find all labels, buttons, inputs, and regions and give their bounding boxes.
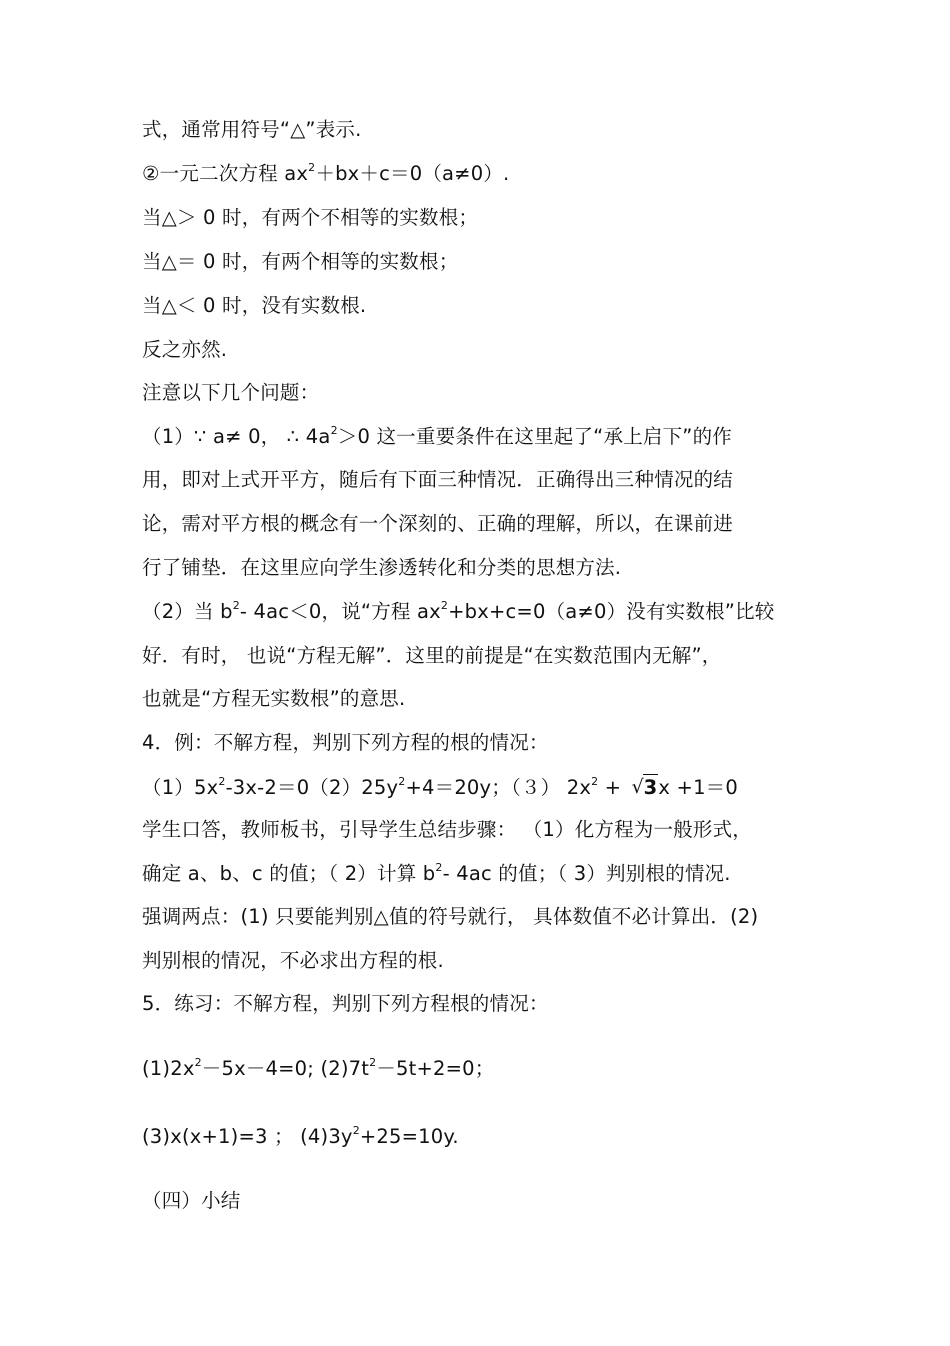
- line-22-part-b: －5x－4=0; (2)7t: [201, 1057, 370, 1080]
- radicand: 3: [643, 776, 658, 799]
- text-line-21: 5．练习：不解方程，判别下列方程根的情况：: [142, 992, 549, 1015]
- line-16-part-d: +: [598, 776, 628, 799]
- line-16-part-a: （1）5x: [142, 776, 219, 799]
- text-line-23: [142, 1124, 459, 1150]
- line-16-part-b: -3x-2＝0（2）25y: [225, 776, 399, 799]
- superscript: 2: [440, 599, 449, 612]
- line-18-part-b: - 4ac 的值；（ 3）判别根的情况.: [442, 862, 731, 885]
- text-line-20: 判别根的情况，不必求出方程的根.: [142, 949, 444, 972]
- text-line-19: 强调两点：(1) 只要能判别△值的符号就行， 具体数值不必计算出．(2): [142, 905, 759, 928]
- text-line-5: 当△＜ 0 时，没有实数根.: [142, 294, 367, 317]
- text-line-10: 论，需对平方根的概念有一个深刻的、正确的理解，所以，在课前进: [142, 512, 734, 535]
- superscript: 2: [398, 775, 406, 788]
- line-18-part-a: 确定 a、b、c 的值；（ 2）计算 b: [142, 862, 436, 885]
- text-line-16: [142, 774, 738, 801]
- superscript: 2: [435, 861, 443, 874]
- superscript: 2: [232, 599, 240, 612]
- section-heading-summary: （四）小结: [142, 1189, 241, 1212]
- superscript: 2: [352, 1124, 360, 1137]
- superscript: 2: [330, 424, 338, 437]
- text-line-1: 式，通常用符号“△”表示.: [142, 118, 362, 141]
- line-12-part-c: +bx+c=0（a≠0）没有实数根”比较: [448, 600, 775, 623]
- line-12-part-a: （2）当 b: [142, 600, 233, 623]
- text-line-3: 当△＞ 0 时，有两个不相等的实数根；: [142, 206, 479, 229]
- line-8-part-b: ＞0 这一重要条件在这里起了“承上启下”的作: [337, 425, 732, 448]
- line-2-part-a: ②一元二次方程 ax: [142, 162, 309, 185]
- line-22-part-a: (1)2x: [142, 1057, 195, 1080]
- superscript: 2: [591, 775, 599, 788]
- superscript: 2: [369, 1056, 377, 1069]
- line-12-part-b: - 4ac＜0，说“方程 ax: [239, 600, 441, 623]
- text-line-2: [142, 161, 509, 187]
- line-23-part-b: +25=10y.: [359, 1125, 459, 1148]
- text-line-22: [142, 1056, 494, 1082]
- text-line-12: [142, 599, 774, 625]
- text-line-9: 用，即对上式开平方，随后有下面三种情况．正确得出三种情况的结: [142, 468, 734, 491]
- line-8-part-a: （1）∵ a≠ 0， ∴ 4a: [142, 425, 331, 448]
- text-line-4: 当△＝ 0 时，有两个相等的实数根；: [142, 250, 459, 273]
- text-line-15: 4．例：不解方程，判别下列方程的根的情况：: [142, 731, 549, 754]
- line-22-part-c: －5t+2=0；: [376, 1057, 495, 1080]
- superscript: 2: [218, 775, 226, 788]
- text-line-13: 好．有时， 也说“方程无解”．这里的前提是“在实数范围内无解”，: [142, 644, 722, 667]
- text-line-11: 行了铺垫．在这里应向学生渗透转化和分类的思想方法.: [142, 556, 622, 579]
- text-line-14: 也就是“方程无实数根”的意思.: [142, 687, 406, 710]
- radical-sign-icon: √: [631, 776, 644, 798]
- text-line-17: 学生口答，教师板书，引导学生总结步骤： （1）化方程为一般形式，: [142, 818, 753, 841]
- superscript: 2: [308, 161, 316, 174]
- text-line-8: [142, 424, 732, 450]
- line-23-part-a: (3)x(x+1)=3 ； (4)3y: [142, 1125, 353, 1148]
- superscript: 2: [194, 1056, 202, 1069]
- text-line-6: 反之亦然.: [142, 338, 228, 361]
- line-16-part-e: x +1＝0: [658, 776, 738, 799]
- line-2-part-b: ＋bx＋c＝0（a≠0）.: [315, 162, 510, 185]
- square-root-symbol: [632, 774, 659, 801]
- text-line-18: [142, 861, 731, 887]
- text-line-7: 注意以下几个问题：: [142, 381, 320, 404]
- line-16-part-c: +4＝20y；（３） 2x: [405, 776, 592, 799]
